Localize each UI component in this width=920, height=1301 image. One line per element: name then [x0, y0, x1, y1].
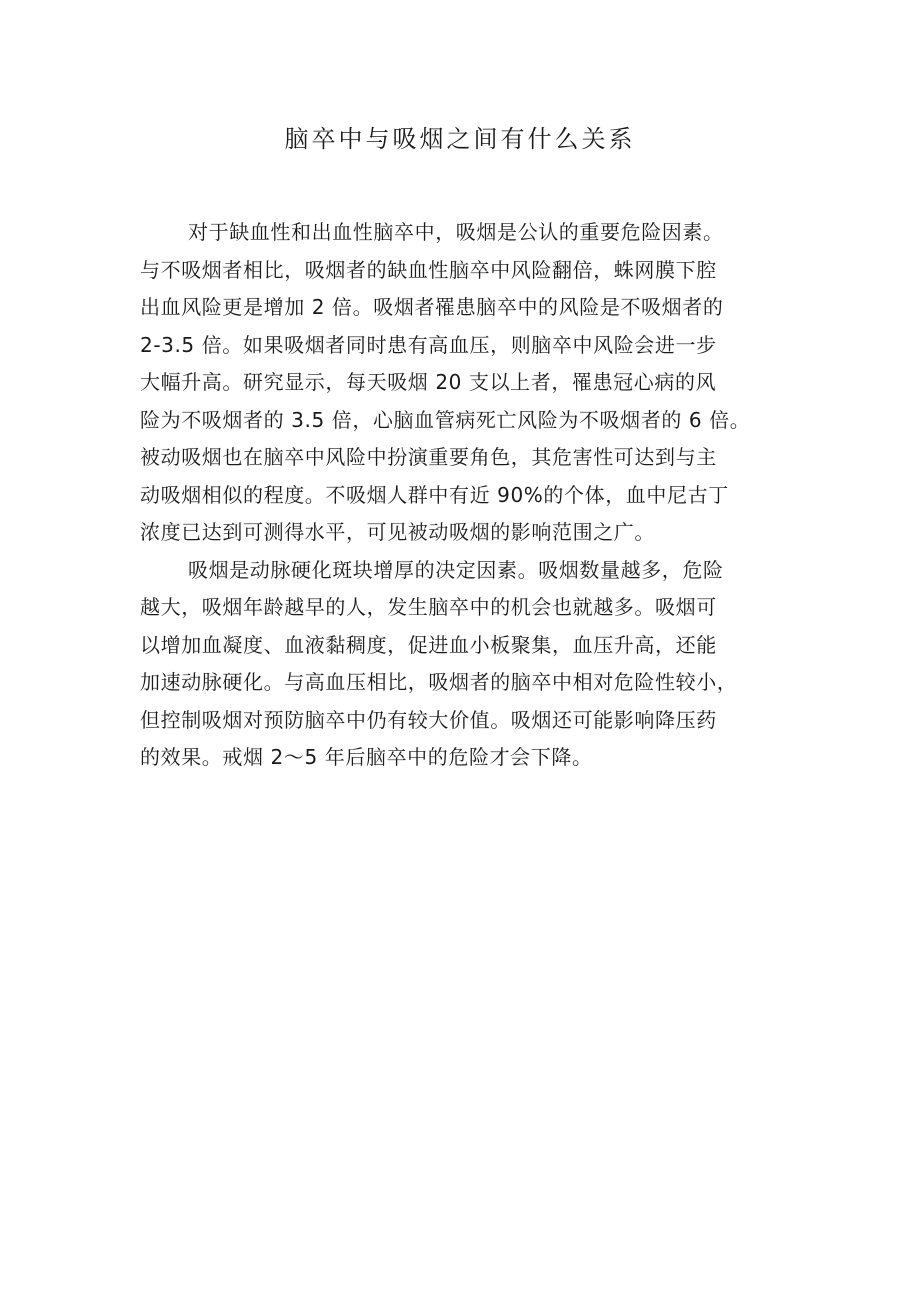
text-line: 与不吸烟者相比，吸烟者的缺血性脑卒中风险翻倍，蛛网膜下腔	[140, 257, 717, 282]
text-line: 2-3.5 倍。如果吸烟者同时患有高血压，则脑卒中风险会进一步	[140, 332, 717, 357]
text-line: 吸烟是动脉硬化斑块增厚的决定因素。吸烟数量越多，危险	[188, 557, 724, 582]
text-line: 的效果。戒烟 2～5 年后脑卒中的危险才会下降。	[140, 745, 593, 769]
text-line: 以增加血凝度、血液黏稠度，促进血小板聚集，血压升高，还能	[140, 632, 717, 657]
paragraph-2	[140, 552, 800, 777]
document-body	[140, 214, 800, 777]
text-line: 浓度已达到可测得水平，可见被动吸烟的影响范围之广。	[140, 520, 655, 544]
paragraph-1	[140, 214, 800, 552]
text-line: 但控制吸烟对预防脑卒中仍有较大价值。吸烟还可能影响降压药	[140, 707, 717, 732]
text-line: 被动吸烟也在脑卒中风险中扮演重要角色，其危害性可达到与主	[140, 445, 717, 469]
text-line: 越大，吸烟年龄越早的人，发生脑卒中的机会也就越多。吸烟可	[140, 595, 717, 619]
text-line: 对于缺血性和出血性脑卒中，吸烟是公认的重要危险因素。	[188, 220, 724, 244]
document-title: 脑卒中与吸烟之间有什么关系	[284, 125, 636, 153]
text-line: 出血风险更是增加 2 倍。吸烟者罹患脑卒中的风险是不吸烟者的	[140, 295, 724, 319]
text-line: 大幅升高。研究显示，每天吸烟 20 支以上者，罹患冠心病的风	[140, 370, 717, 394]
text-line: 动吸烟相似的程度。不吸烟人群中有近 90%的个体，血中尼古丁	[140, 482, 729, 507]
text-line: 险为不吸烟者的 3.5 倍，心脑血管病死亡风险为不吸烟者的 6 倍。	[140, 407, 751, 432]
text-line: 加速动脉硬化。与高血压相比，吸烟者的脑卒中相对危险性较小，	[140, 670, 738, 694]
